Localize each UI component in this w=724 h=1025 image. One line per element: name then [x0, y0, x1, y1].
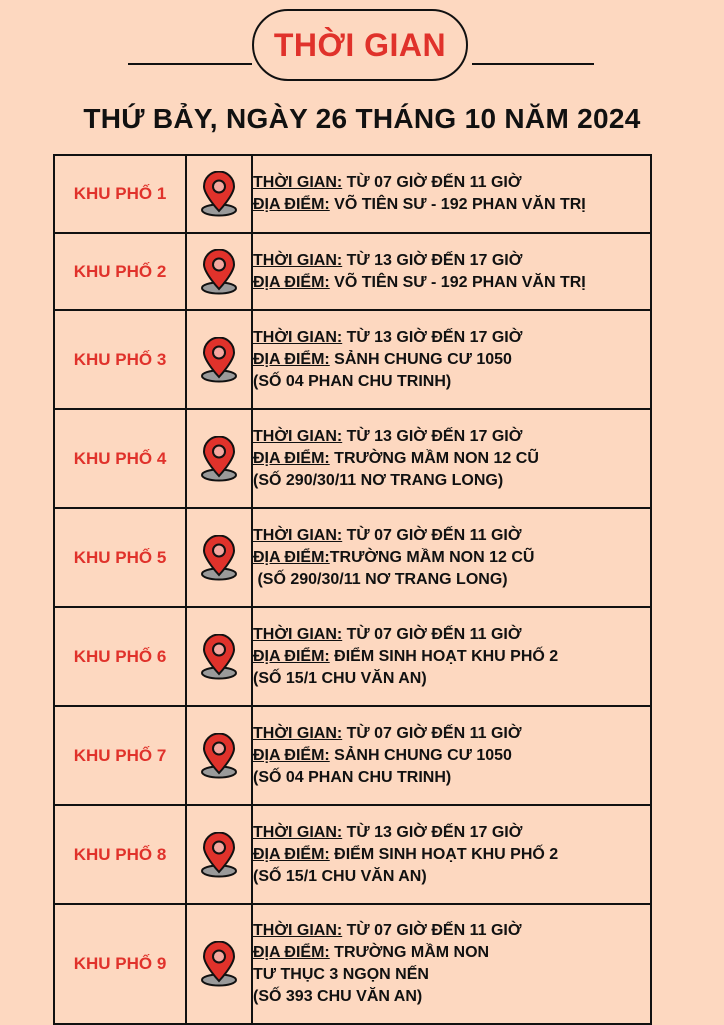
- zone-name: KHU PHỐ 8: [54, 805, 186, 904]
- place-continuation: [253, 767, 650, 789]
- place-label: ĐỊA ĐIỂM:: [253, 449, 330, 467]
- pin-cell: [186, 310, 252, 409]
- place-label: ĐỊA ĐIỂM:: [253, 845, 330, 863]
- time-value: TỪ 07 GIỜ ĐẾN 11 GIỜ: [342, 526, 522, 544]
- place-line: [253, 272, 650, 294]
- schedule-info: [252, 904, 651, 1024]
- schedule-info: [252, 155, 651, 233]
- table-row: [54, 607, 651, 706]
- map-pin-icon: [200, 941, 238, 987]
- place-label: ĐỊA ĐIỂM:: [253, 548, 330, 566]
- place-value: (SỐ 04 PHAN CHU TRINH): [253, 768, 452, 786]
- table-row: [54, 233, 651, 310]
- zone-name: KHU PHỐ 1: [54, 155, 186, 233]
- schedule-info: [252, 805, 651, 904]
- place-line: [253, 646, 650, 668]
- time-value: TỪ 07 GIỜ ĐẾN 11 GIỜ: [342, 724, 522, 742]
- place-value: SẢNH CHUNG CƯ 1050: [329, 746, 512, 764]
- date-heading: THỨ BẢY, NGÀY 26 THÁNG 10 NĂM 2024: [83, 103, 641, 134]
- place-continuation: [253, 866, 650, 888]
- place-value: TRƯỜNG MẦM NON 12 CŨ: [329, 449, 539, 467]
- zone-name: KHU PHỐ 5: [54, 508, 186, 607]
- place-label: ĐỊA ĐIỂM:: [253, 196, 330, 213]
- map-pin-icon: [200, 634, 238, 680]
- time-label: THỜI GIAN:: [253, 724, 343, 742]
- place-continuation: [253, 371, 650, 393]
- header-rule-left: [128, 63, 252, 65]
- time-value: TỪ 07 GIỜ ĐẾN 11 GIỜ: [342, 174, 522, 191]
- time-value: TỪ 13 GIỜ ĐẾN 17 GIỜ: [342, 328, 523, 346]
- place-line: [253, 194, 650, 216]
- pin-cell: [186, 607, 252, 706]
- time-value: TỪ 07 GIỜ ĐẾN 11 GIỜ: [342, 625, 522, 643]
- place-value: VÕ TIÊN SƯ - 192 PHAN VĂN TRỊ: [329, 273, 586, 291]
- map-pin-icon: [200, 436, 238, 482]
- time-line: [253, 172, 650, 194]
- map-pin-icon: [200, 832, 238, 878]
- place-value: TƯ THỤC 3 NGỌN NẾN: [253, 966, 429, 983]
- place-value: (SỐ 290/30/11 NƠ TRANG LONG): [253, 570, 508, 588]
- map-pin-icon: [200, 171, 238, 217]
- time-label: THỜI GIAN:: [253, 823, 343, 841]
- time-line: [253, 920, 650, 942]
- map-pin-icon: [200, 337, 238, 383]
- time-value: TỪ 13 GIỜ ĐẾN 17 GIỜ: [342, 251, 523, 269]
- place-continuation: [253, 569, 650, 591]
- header-rule-right: [472, 63, 594, 65]
- zone-name: KHU PHỐ 3: [54, 310, 186, 409]
- pin-cell: [186, 805, 252, 904]
- time-label: THỜI GIAN:: [253, 625, 343, 643]
- place-value: SẢNH CHUNG CƯ 1050: [329, 350, 512, 368]
- place-value: (SỐ 04 PHAN CHU TRINH): [253, 372, 452, 390]
- schedule-info: [252, 409, 651, 508]
- place-label: ĐỊA ĐIỂM:: [253, 944, 330, 961]
- place-continuation: [253, 668, 650, 690]
- schedule-info: [252, 508, 651, 607]
- place-continuation: [253, 964, 650, 986]
- place-label: ĐỊA ĐIỂM:: [253, 746, 330, 764]
- table-row: [54, 706, 651, 805]
- schedule-info: [252, 607, 651, 706]
- place-value: (SỐ 290/30/11 NƠ TRANG LONG): [253, 471, 504, 489]
- zone-name: KHU PHỐ 7: [54, 706, 186, 805]
- place-value: (SỐ 15/1 CHU VĂN AN): [253, 867, 427, 885]
- pin-cell: [186, 706, 252, 805]
- place-line: [253, 942, 650, 964]
- zone-name: KHU PHỐ 4: [54, 409, 186, 508]
- time-line: [253, 525, 650, 547]
- table-row: [54, 310, 651, 409]
- place-label: ĐỊA ĐIỂM:: [253, 647, 330, 665]
- map-pin-icon: [200, 249, 238, 295]
- place-continuation: [253, 470, 650, 492]
- time-label: THỜI GIAN:: [253, 526, 343, 544]
- place-value: TRƯỜNG MẦM NON: [329, 944, 490, 961]
- table-row: [54, 904, 651, 1024]
- time-value: TỪ 07 GIỜ ĐẾN 11 GIỜ: [342, 922, 522, 939]
- place-label: ĐỊA ĐIỂM:: [253, 350, 330, 368]
- time-label: THỜI GIAN:: [253, 174, 343, 191]
- place-line: [253, 448, 650, 470]
- time-label: THỜI GIAN:: [253, 427, 343, 445]
- zone-name: KHU PHỐ 9: [54, 904, 186, 1024]
- place-value: TRƯỜNG MẦM NON 12 CŨ: [329, 548, 535, 566]
- table-row: [54, 805, 651, 904]
- time-label: THỜI GIAN:: [253, 251, 343, 269]
- time-line: [253, 426, 650, 448]
- time-label: THỜI GIAN:: [253, 328, 343, 346]
- schedule-table: [53, 154, 652, 1025]
- time-line: [253, 822, 650, 844]
- pin-cell: [186, 508, 252, 607]
- table-row: [54, 508, 651, 607]
- place-line: [253, 844, 650, 866]
- place-continuation: [253, 986, 650, 1008]
- place-line: [253, 745, 650, 767]
- schedule-info: [252, 706, 651, 805]
- pin-cell: [186, 155, 252, 233]
- place-line: [253, 349, 650, 371]
- place-label: ĐỊA ĐIỂM:: [253, 273, 330, 291]
- time-value: TỪ 13 GIỜ ĐẾN 17 GIỜ: [342, 427, 523, 445]
- table-row: [54, 155, 651, 233]
- place-value: VÕ TIÊN SƯ - 192 PHAN VĂN TRỊ: [329, 196, 586, 213]
- place-value: (SỐ 15/1 CHU VĂN AN): [253, 669, 427, 687]
- zone-name: KHU PHỐ 2: [54, 233, 186, 310]
- zone-name: KHU PHỐ 6: [54, 607, 186, 706]
- time-line: [253, 327, 650, 349]
- schedule-info: [252, 310, 651, 409]
- table-row: [54, 409, 651, 508]
- pin-cell: [186, 233, 252, 310]
- time-line: [253, 624, 650, 646]
- place-value: ĐIỂM SINH HOẠT KHU PHỐ 2: [329, 647, 559, 665]
- map-pin-icon: [200, 535, 238, 581]
- pin-cell: [186, 409, 252, 508]
- pin-cell: [186, 904, 252, 1024]
- place-value: ĐIỂM SINH HOẠT KHU PHỐ 2: [329, 845, 559, 863]
- map-pin-icon: [200, 733, 238, 779]
- time-value: TỪ 13 GIỜ ĐẾN 17 GIỜ: [342, 823, 523, 841]
- schedule-info: [252, 233, 651, 310]
- place-line: [253, 547, 650, 569]
- time-line: [253, 250, 650, 272]
- page-title: THỜI GIAN: [252, 9, 468, 81]
- time-label: THỜI GIAN:: [253, 922, 343, 939]
- place-value: (SỐ 393 CHU VĂN AN): [253, 988, 423, 1005]
- time-line: [253, 723, 650, 745]
